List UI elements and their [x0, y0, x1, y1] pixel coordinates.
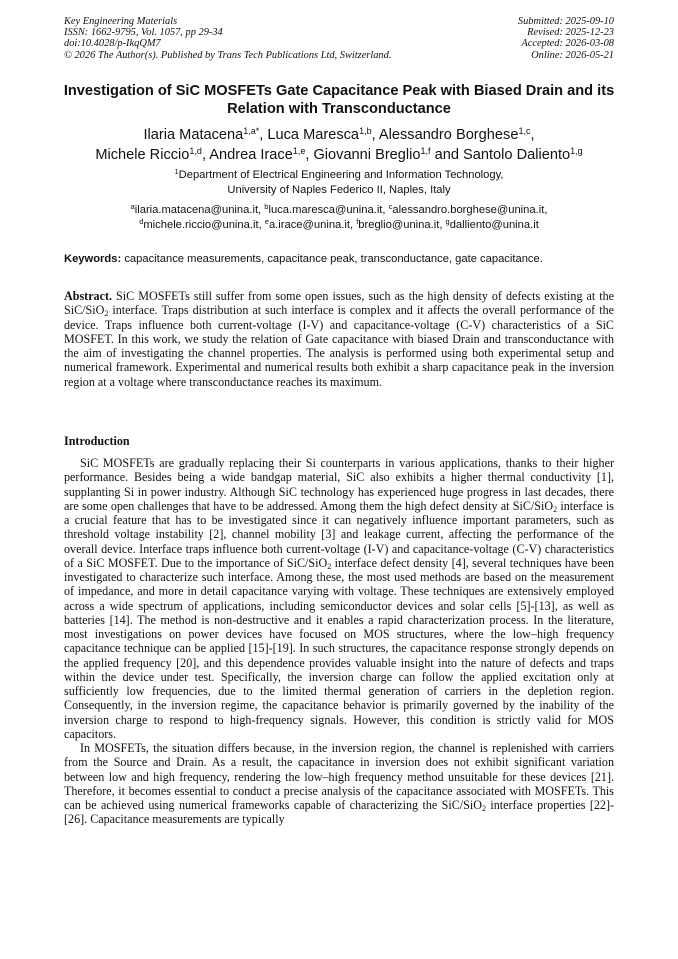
- affiliation: [80, 168, 598, 198]
- author-list: Ilaria Matacena$^{1,a*}$, Luca Maresca$^{1,b}$, Alessandro Borghese$^{1,c}$, Michele Riccio$^{1,d}$, Andrea Irace$^{1,e}$, Giovanni Breglio$^{1,f}$ and Santolo Daliento$^{1,g}$: [95, 126, 583, 163]
- paragraph-text: SiC MOSFETs are gradually replacing their Si counterparts in various applications, thanks to their higher performance. Besides being a wide bandgap material, SiC also exhibits a higher thermal conductivity [1], supplanting Si in power industry. Although SiC technology has experienced huge progress in last decades, there are some open challenges that have to be addressed. Among them the high defect density at SiC/SiO: [64, 456, 614, 513]
- affiliation-sup: 1: [174, 167, 179, 176]
- author-sup: 1,f: [420, 145, 431, 156]
- subscript: 2: [104, 309, 109, 319]
- date-submitted: Submitted: 2025-09-10: [517, 16, 614, 27]
- keywords-label: Keywords:: [64, 253, 122, 265]
- subscript: 2: [327, 561, 332, 571]
- email-link[interactable]: breglio@unina.it: [358, 218, 440, 231]
- journal-copyright: © 2026 The Author(s). Published by Trans Tech Publications Ltd, Switzerland.: [64, 49, 392, 61]
- subscript: 2: [482, 804, 486, 813]
- author-name: Michele Riccio: [95, 146, 190, 163]
- abstract-text: interface. Traps distribution at such interface is complex and it affects the overall performance of the device. Traps influence both current-voltage (I-V) and capacitance-voltage (C-V) characteristics of a SiC MOSFET. In this work, we study the relation of Gate capacitance with biased Drain and transconductance with the aim of investigating the channel properties. The analysis is performed using both experimental setup and numerical framework. Experimental and numerical results both exhibit a sharp capacitance peak in the inversion region at a voltage where transconductance reaches its maximum.: [64, 303, 614, 389]
- author-name: Alessandro Borghese: [378, 127, 519, 143]
- section-heading: Introduction: [64, 434, 130, 448]
- subscript: 2: [553, 504, 558, 514]
- submission-dates: [518, 16, 614, 61]
- email-sup: c: [388, 202, 393, 211]
- author-emails: $^a$ilaria.matacena@unina.it, $^b$luca.maresca@unina.it, $^c$alessandro.borghese@unina.it, $^d$michele.riccio@unina.it, $^e$a.irace@unina.it, $^f$breglio@unina.it, $^g$dalliento@unina.it: [130, 202, 548, 231]
- email-link[interactable]: a.irace@unina.it: [268, 218, 350, 231]
- date-revised: Revised: 2025-12-23: [527, 27, 614, 39]
- journal-info: [64, 16, 391, 61]
- paragraph: [64, 456, 614, 741]
- journal-doi: doi:10.4028/p-IkqQM7: [64, 38, 161, 50]
- paper-title: Investigation of SiC MOSFETs Gate Capacitance Peak with Biased Drain and its Relation with Transconductance: [63, 83, 615, 117]
- abstract: [64, 289, 614, 389]
- introduction-body: [64, 456, 614, 827]
- author-name: Ilaria Matacena: [143, 127, 244, 143]
- email-sup: f: [356, 216, 359, 226]
- journal-name: Key Engineering Materials: [64, 16, 178, 27]
- author-sup: 1,g: [570, 145, 583, 156]
- email-sup: g: [445, 216, 450, 226]
- keywords: [64, 252, 614, 266]
- date-accepted: Accepted: 2026-03-08: [521, 38, 614, 50]
- email-link[interactable]: dalliento@unina.it: [449, 218, 539, 231]
- email-sup: b: [264, 202, 269, 211]
- author-sup: 1,e: [292, 145, 306, 156]
- paragraph-text: In MOSFETs, the situation differs because, in the inversion region, the channel is replenished with carriers from the Source and Drain. As a result, the capacitance in inversion does not exhibit significant variation between low and high frequency, rendering the low–high frequency method unsuitable for these devices [21]. Therefore, it becomes essential to conduct a precise analysis of the capacitance associated with MOSFETs. This can be achieved using numerical frameworks capable of characterizing the SiC/SiO: [64, 741, 614, 812]
- author-sup: 1,a*: [243, 126, 260, 136]
- journal-issn: ISSN: 1662-9795, Vol. 1057, pp 29-34: [64, 27, 223, 39]
- keywords-text: capacitance measurements, capacitance peak, transconductance, gate capacitance.: [124, 253, 543, 265]
- author-name: Santolo Daliento: [463, 146, 571, 163]
- author-name: Luca Maresca: [267, 127, 360, 143]
- email-sup: a: [130, 202, 135, 211]
- affiliation-line-1: Department of Electrical Engineering and Information Technology,: [178, 169, 504, 181]
- email-link[interactable]: michele.riccio@unina.it: [143, 218, 259, 231]
- paragraph-text: interface properties [22]-[26]. Capacitance measurements are typically: [64, 798, 614, 827]
- paragraph-text: interface defect density [4], several techniques have been investigated to characterize such interface. Among these, the most used methods are based on the measurement of impedance, and more in detail capacitance varying with voltage. These techniques are extensively employed across a wide spectrum of applications, including semiconductor devices and solar cells [5]-[13], as well as batteries [14]. The method is non-destructive and it enables a rapid characterization process. In the literature, most investigations on power devices have focused on MOS structures, where the low–high frequency capacitance technique can be applied [15]-[19]. In such structures, the capacitance response strongly depends on the applied frequency [20], and this dependence provides valuable insight into the nature of defects and traps within the device under test. Specifically, the inversion charge can follow the applied excitation only at sufficiently low frequencies, due to the limited thermal generation of carriers in the depletion region. Consequently, in the inversion regime, the capacitance behavior is primarily governed by the inability of the inversion charge to respond to high-frequency signals. However, this condition is strictly valid for MOS capacitors.: [64, 555, 614, 741]
- paragraph: [64, 741, 614, 827]
- date-online: Online: 2026-05-21: [531, 49, 614, 61]
- author-name: Andrea Irace: [209, 146, 293, 163]
- email-link[interactable]: ilaria.matacena@unina.it: [134, 204, 259, 216]
- author-sup: 1,d: [189, 145, 202, 156]
- author-conjunction: and: [434, 146, 459, 163]
- email-sup: e: [264, 216, 269, 226]
- email-sup: d: [139, 216, 144, 226]
- abstract-label: Abstract.: [64, 289, 113, 303]
- affiliation-line-2: University of Naples Federico II, Naples, Italy: [227, 184, 451, 196]
- paragraph-text: interface is a crucial feature that has to be investigated since it can negatively influence important parameters, such as threshold voltage instability [2], channel mobility [3] and leakage current, affecting the performance of the overall device. Interface traps influence both current-voltage (I-V) and capacitance-voltage (C-V) characteristics of a SiC MOSFET. Due to the importance of SiC/SiO: [64, 498, 615, 570]
- email-link[interactable]: luca.maresca@unina.it: [268, 204, 383, 216]
- author-sup: 1,b: [359, 126, 372, 136]
- email-link[interactable]: alessandro.borghese@unina.it: [392, 204, 545, 216]
- author-name: Giovanni Breglio: [313, 146, 421, 163]
- author-sup: 1,c: [518, 126, 531, 136]
- abstract-text: SiC MOSFETs still suffer from some open issues, such as the high density of defects existing at the SiC/SiO: [64, 289, 614, 318]
